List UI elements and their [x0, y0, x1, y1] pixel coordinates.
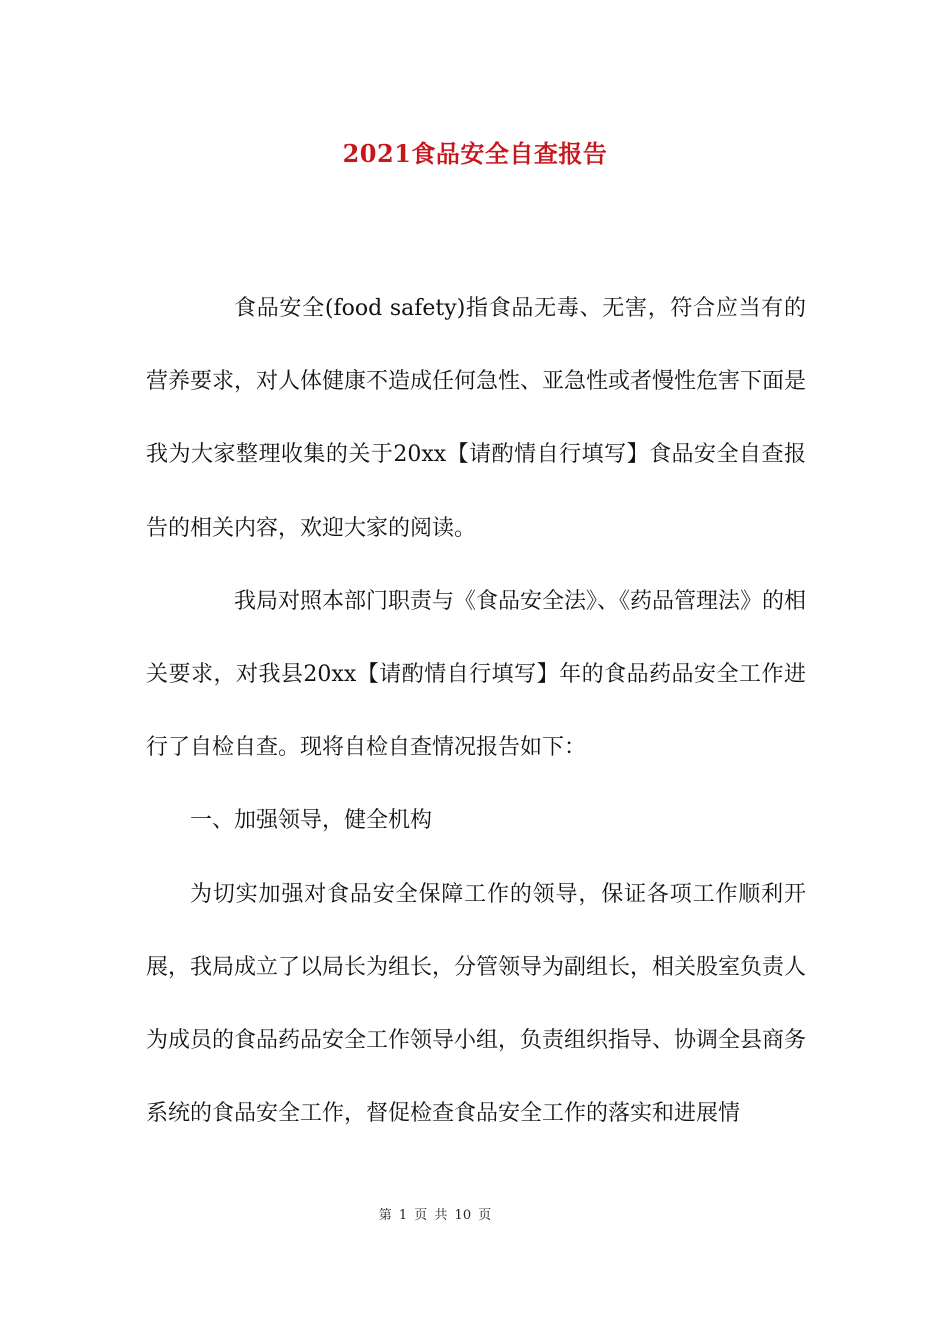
- document-body: [146, 272, 806, 1150]
- paragraph-self-inspection: 我局对照本部门职责与《食品安全法》、《药品管理法》的相关要求，对我县20xx【请酌情自行填写】年的食品药品安全工作进行了自检自查。现将自检自查情况报告如下：: [146, 588, 807, 761]
- section-heading-leadership: 一、加强领导，健全机构: [190, 808, 433, 834]
- paragraph-leadership: 为切实加强对食品安全保障工作的领导，保证各项工作顺利开展，我局成立了以局长为组长，分管领导为副组长，相关股室负责人为成员的食品药品安全工作领导小组，负责组织指导、协调全县商务系统的食品安全工作，督促检查食品安全工作的落实和进展情: [146, 881, 807, 1127]
- page-number-footer: 第 1 页 共 10 页: [378, 1208, 492, 1223]
- document-title: 2021食品安全自查报告: [342, 139, 608, 168]
- paragraph-intro: 食品安全(food safety)指食品无毒、无害，符合应当有的营养要求，对人体健康不造成任何急性、亚急性或者慢性危害下面是我为大家整理收集的关于20xx【请酌情自行填写】食品安全自查报告的相关内容，欢迎大家的阅读。: [146, 296, 807, 541]
